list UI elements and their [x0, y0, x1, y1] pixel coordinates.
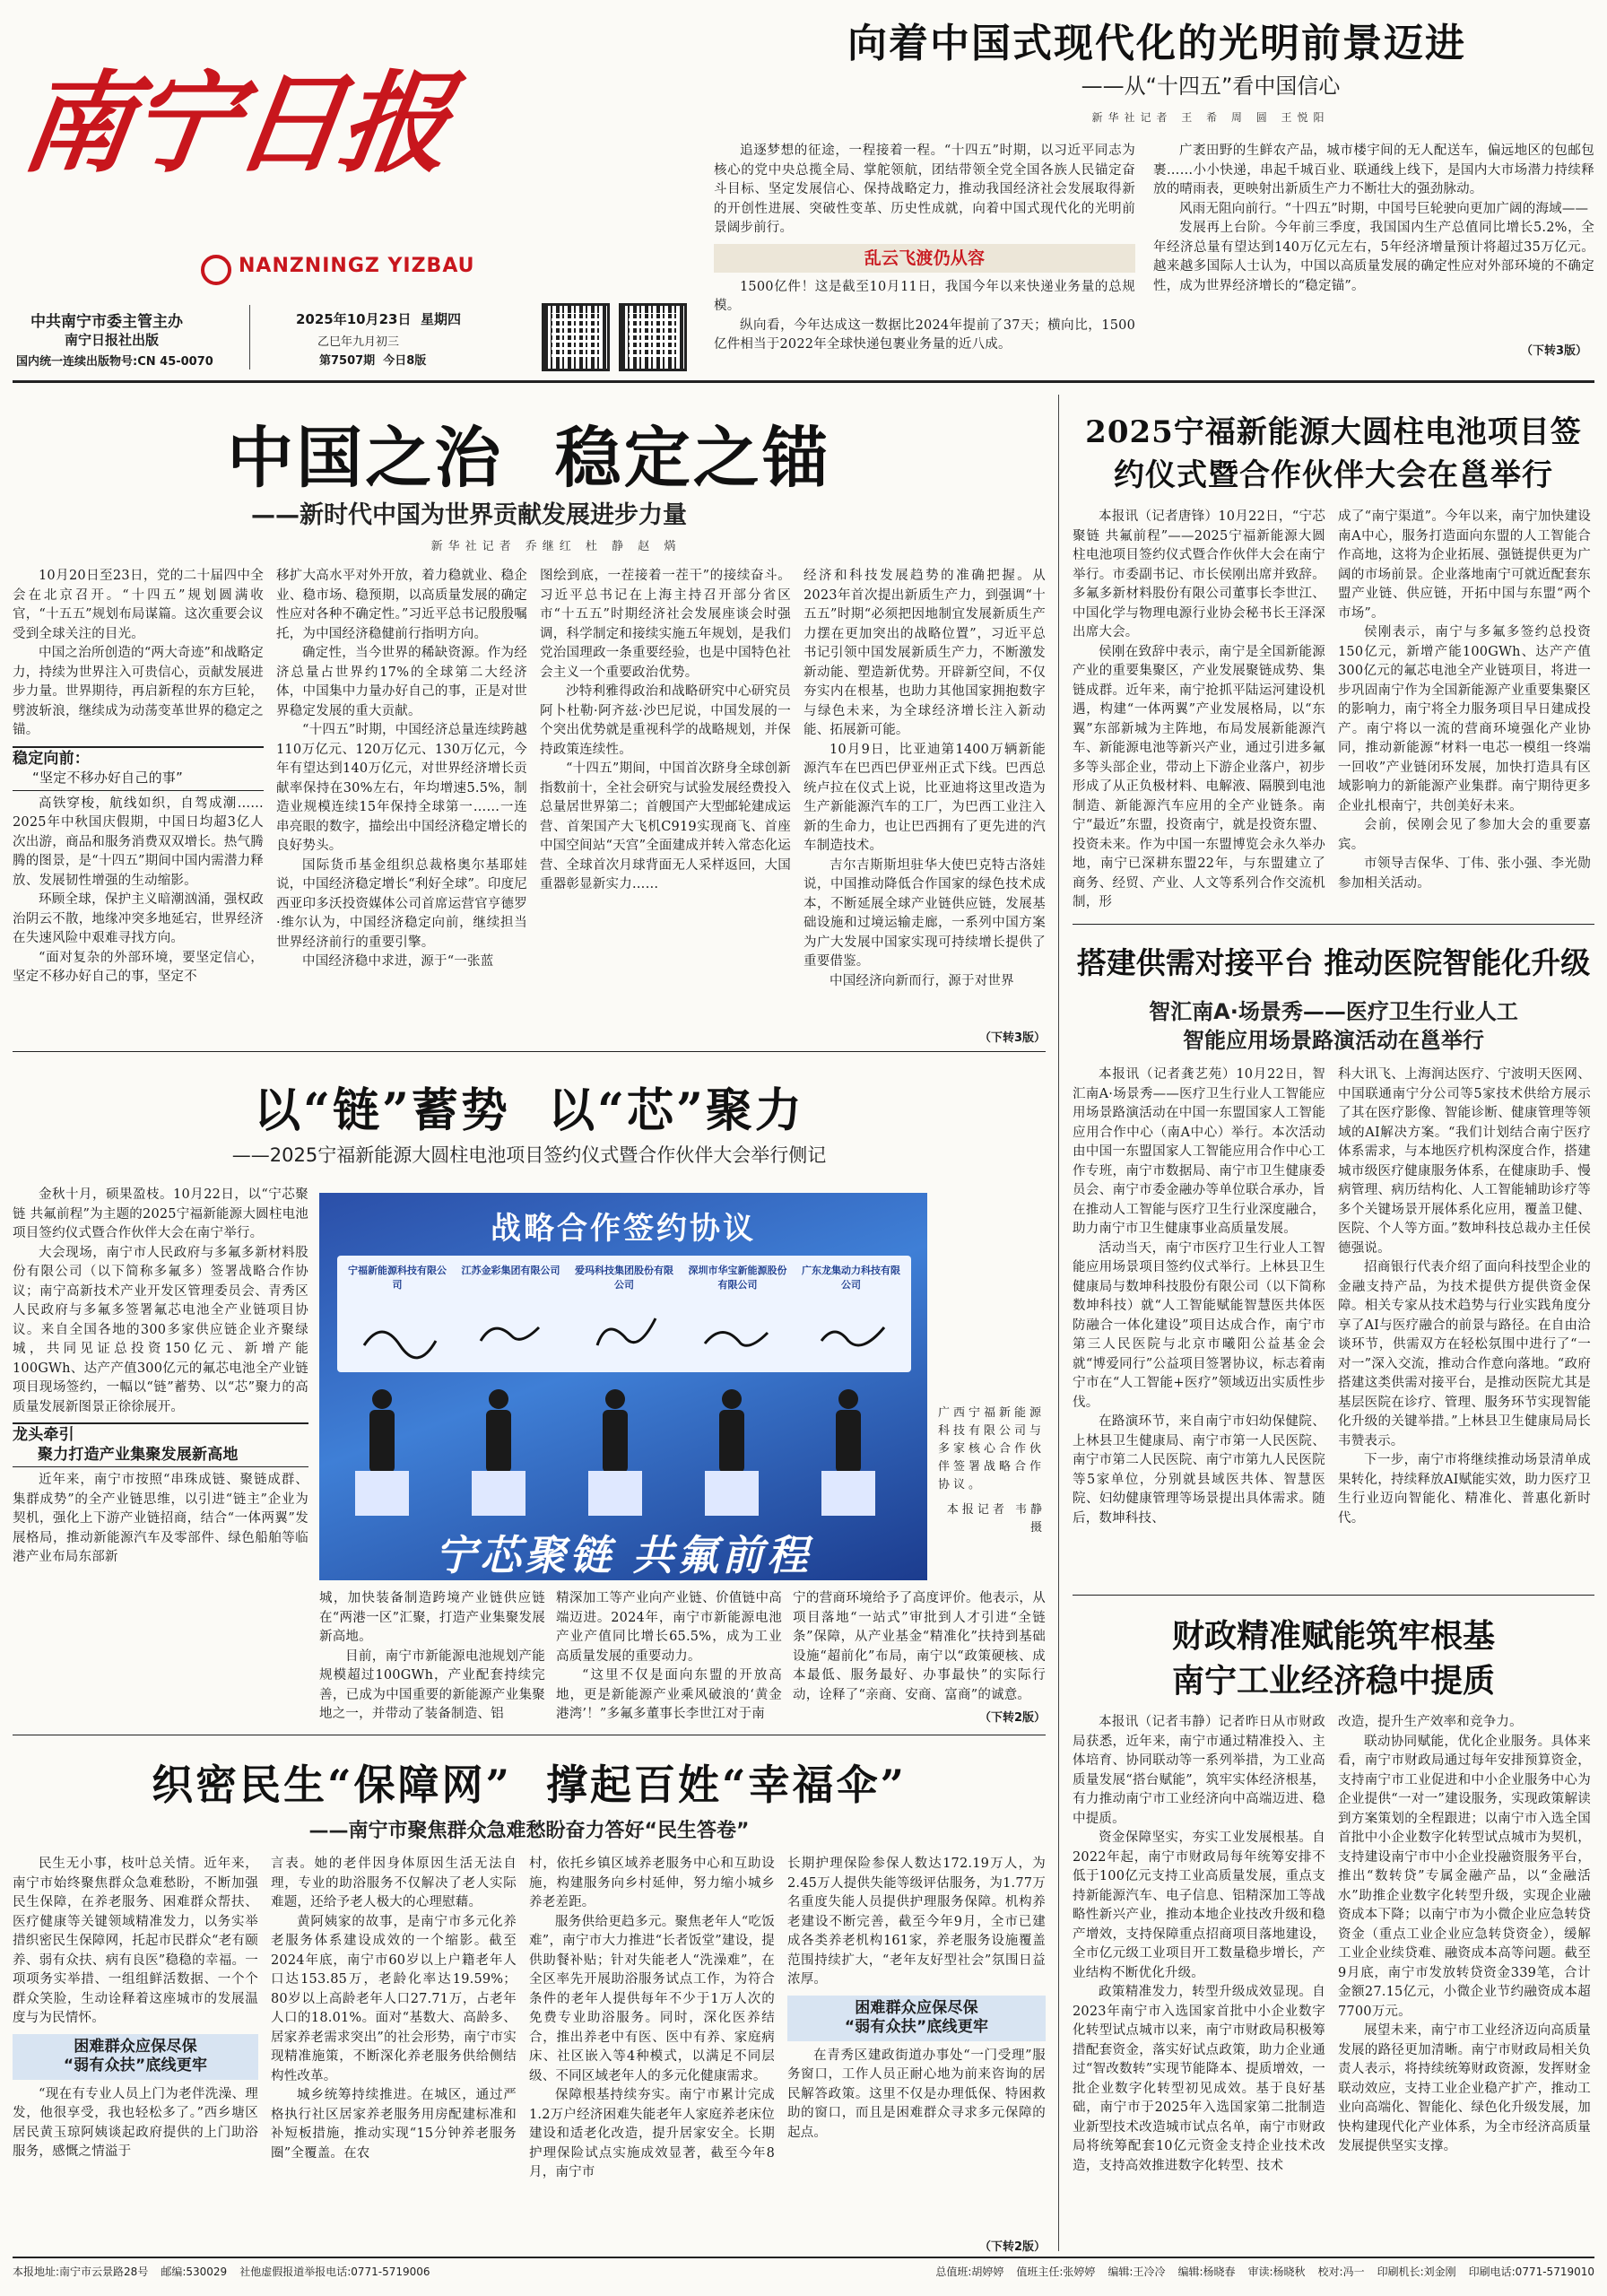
story6-subtitle: ——南宁市聚焦群众急难愁盼奋力答好“民生答卷” — [308, 1820, 750, 1842]
story6-title: 织密民生“保障网” 撑起百姓“幸福伞” — [152, 1761, 907, 1809]
story1-section-heading: 稳定向前： “坚定不移办好自己的事” — [13, 746, 264, 791]
story4-title: 搭建供需对接平台 推动医院智能化升级 — [1076, 945, 1591, 980]
footer-proof: 审读:杨晓秋 — [1247, 2266, 1306, 2278]
footer-duty-editor: 值班主任:张婷婷 — [1016, 2266, 1096, 2278]
story3-subtitle: ——2025宁福新能源大圆柱电池项目签约仪式暨合作伙伴大会举行侧记 — [231, 1144, 827, 1166]
story2-column-2: 成了“南宁渠道”。今年以来，南宁加快建设南A中心，服务打造面向东盟的人工智能合作高地，这将为企业拓展、强链提供更为广阔的市场前景。企业落地南宁可就近配套东盟产业链、供应链，开拓中国与东盟“两个市场”。 侯刚表示，南宁与多氟多签约总投资150亿元，新增产能100GWh、达产产值300亿元的氟芯电池全产业链项目，将进一步巩固南宁作为全国新能源产业重要集聚区的影响力，南宁将全力服务项目早日建成投产。南宁将以一流的营商环境强化产业协同，推动新能源“材料一电芯一模组一终端一回收”产业链闭环发展，加快打造具有区域影响力的新能源产业集群。南宁期待更多企业扎根南宁，共创美好未来。 会前，侯刚会见了参加大会的重要嘉宾。 市领导吉保华、丁伟、张小强、李光勋参加相关活动。 — [1338, 509, 1591, 891]
header-rule — [13, 380, 1594, 383]
footer-editor-2: 编辑:王冷冷 — [1108, 2266, 1166, 2278]
masthead-divider — [249, 305, 250, 370]
story6-column-2: 言表。她的老伴因身体原因生活无法自理，专业的助浴服务不仅解决了老人实际难题，还给予老人极大的心理慰藉。 黄阿姨家的故事，是南宁市多元化养老服务体系建设成效的一个缩影。截至2024年底，南宁市60岁以上户籍老年人口达153.85万，老龄化率达19.59%；80岁以上高龄老年人口27.71万，占老年人口的18.01%。面对“基数大、高龄多、居家养老需求突出”的社会形势，南宁市实现精准施策，不断深化养老服务供给侧结构性改革。 城乡统筹持续推进。在城区，通过严格执行社区居家养老服务用房配建标准和补短板措施，推动实现“15分钟养老服务圈”全覆盖。在农 — [271, 1857, 517, 2161]
story-rule — [13, 1051, 1046, 1052]
story1-byline: 新华社记者 乔继红 杜 静 赵 焫 — [430, 540, 682, 553]
lead-section-heading: 乱云飞渡仍从容 — [714, 244, 1135, 273]
signatures-drawing — [337, 1300, 911, 1372]
company-1: 宁福新能源科技有限公司 — [348, 1265, 447, 1291]
story5-title-1: 财政精准赋能筑牢根基 — [1171, 1617, 1495, 1655]
story3-column-3: 精深加工等产业向产业链、价值链中高端迈进。2024年，南宁市新能源电池产业产值同比增长65.5%，成为工业高质量发展的重要动力。 “这里不仅是面向东盟的开放高地，更是新能源产业乘风破浪的‘黄金港湾’！”多氟多董事长李世江对于南 — [556, 1591, 782, 1721]
story5-title-2: 南宁工业经济稳中提质 — [1171, 1662, 1495, 1700]
story1-title: 中国之治 稳定之锚 — [227, 420, 831, 497]
sponsor-line-2: 南宁日报社出版 — [65, 332, 160, 348]
story-rule — [1073, 1595, 1594, 1596]
footer-print-tel: 印刷电话:0771-5719010 — [1468, 2266, 1594, 2278]
cn-serial: 国内统一连续出版物号:CN 45-0070 — [16, 355, 213, 369]
footer-check: 校对:冯一 — [1317, 2266, 1365, 2278]
logo-emblem-icon — [201, 255, 231, 285]
story5-column-2: 改造，提升生产效率和竞争力。 联动协同赋能，优化企业服务。具体来看，南宁市财政局通过每年安排预算资金，支持南宁市工业促进和中小企业服务中心为企业提供“一对一”建设服务，实现政策解读到方案策划的全程跟进；以南宁市入选全国首批中小企业数字化转型试点城市为契机，支持建设南宁市中小企业投融资服务平台，推出“数转贷”专属金融产品，以“金融活水”助推企业数字化转型升级，实现企业融资成本下降；以南宁市为小微企业应急转贷资金（重点工业企业应急转贷资金），缓解工业企业续贷难、融资成本高等问题。截至9月底，南宁市发放转贷资金339笔，合计金额27.15亿元，小微企业节约融资成本超7700万元。 展望未来，南宁市工业经济迈向高质量发展的路径更加清晰。南宁市财政局相关负责人表示，将持续统筹财政资源，发挥财金联动效应，支持工业企业稳产扩产，推动工业向高端化、智能化、绿色化升级发展，加快构建现代化产业体系，为全市经济高质量发展提供坚实支撑。 — [1338, 1715, 1591, 2153]
company-3: 爱玛科技集团股份有限公司 — [575, 1265, 673, 1291]
footer-rule — [13, 2257, 1594, 2258]
sponsor-line-1: 中共南宁市委主管主办 — [30, 313, 183, 331]
footer-printer: 印刷机长:刘金刚 — [1377, 2266, 1456, 2278]
qr-code-icon — [542, 303, 610, 371]
column-divider — [1058, 395, 1059, 2251]
issue-info — [319, 351, 426, 368]
company-4: 深圳市华宝新能源股份有限公司 — [688, 1265, 787, 1291]
lead-column-2: 广袤田野的生鲜农产品，城市楼宇间的无人配送车，偏远地区的包邮包裹……小小快递，串起千城百业、联通线上线下，是国内大市场潜力持续释放的晴雨表，更映射出新质生产力不断壮大的强劲脉动。 风雨无阻向前行。“十四五”时期，中国号巨轮驶向更加广阔的海域—— 发展再上台阶。今年前三季度，我国国内生产总值同比增长5.2%，全年经济总量有望达到140万亿元左右，5年经济增量预计将超过35万亿元。越来越多国际人士认为，中国以高质量发展的确定性应对外部环境的不确定性，成为世界经济增长的“稳定锚”。 — [1153, 144, 1594, 293]
lead-subtitle: ——从“十四五”看中国信心 — [1081, 74, 1341, 99]
company-5: 广东龙集动力科技有限公司 — [802, 1265, 900, 1291]
story3-section-heading: 龙头牵引 聚力打造产业集聚发展新高地 — [13, 1422, 308, 1467]
story2-title: 2025宁福新能源大圆柱电池项目签约仪式暨合作伙伴大会在邕举行 — [1085, 414, 1582, 493]
story1-subtitle: ——新时代中国为世界贡献发展进步力量 — [251, 501, 687, 529]
story3-column-4: 宁的营商环境给予了高度评价。他表示，从项目落地“一站式”审批到人才引进“全链条”保障，从产业基金“精准化”扶持到基础设施“超前化”布局，南宁以“政策硬核、成本最低、服务最好、办事最快”的实际行动，诠释了“亲商、安商、富商”的诚意。 — [793, 1591, 1046, 1702]
story4-subtitle-1: 智汇南A·场景秀——医疗卫生行业人工 — [1149, 999, 1518, 1024]
story1-column-3: 图绘到底，一茬接着一茬干”的接续奋斗。习近平总书记在上海主持召开部分省区市“十五五”时期经济社会发展座谈会时强调，科学制定和接续实施五年规划，是我们党治国理政一条重要经验，也是中国特色社会主义一个重要政治优势。 沙特利雅得政治和战略研究中心研究员阿卜杜勒·阿齐兹·沙巴尼说，中国发展的一个突出优势就是重视科学的战略规划，并保持政策连续性。 “十四五”期间，中国首次跻身全球创新指数前十，全社会研究与试验发展经费投入总量居世界第二；首艘国产大型邮轮建成运营、首架国产大飞机C919实现商飞、首座中国空间站“天宫”全面建成并转入常态化运营、全球首次月球背面无人采样返回，大国重器彰显新实力…… — [540, 569, 791, 891]
photo-heading: 战略合作签约协议 — [491, 1211, 756, 1247]
story4-column-1: 本报讯（记者龚艺苑）10月22日，智汇南A·场景秀——医疗卫生行业人工智能应用场景路演活动在中国一东盟国家人工智能应用合作中心（南A中心）举行。本次活动由中国一东盟国家人工智能应用合作中心工作专班，南宁市数据局、南宁市卫生健康委员会、南宁市委金融办等单位联合承办，旨在推动人工智能与医疗卫生行业深度融合，助力南宁市卫生健康事业高质量发展。 活动当天，南宁市医疗卫生行业人工智能应用场景项目签约仪式举行。上林县卫生健康局与数坤科技股份有限公司（以下简称数坤科技）就“人工智能赋能智慧医共体医防融合一体化建设”项目达成合作，南宁市第三人民医院与北京市曦阳公益基金会就“博爱同行”公益项目签署协议，标志着南宁市在“人工智能+医疗”领域迈出实质性步伐。 在路演环节，来自南宁市妇幼保健院、上林县卫生健康局、南宁市第一人民医院、南宁市第二人民医院、南宁市第九人民医院等5家单位，分别就县域医共体、智慧医院、妇幼健康管理等场景提出具体需求。随后，数坤科技、 — [1073, 1067, 1325, 1526]
story3-title: 以“链”蓄势 以“芯”聚力 — [254, 1083, 804, 1138]
story2-column-1: 本报讯（记者唐锋）10月22日，“宁芯聚链 共氟前程”——2025宁福新能源大圆柱电池项目签约仪式暨合作伙伴大会在南宁举行。市委副书记、市长侯刚出席并致辞。多氟多新材料股份有限公司董事长李世江、中国化学与物理电源行业协会秘书长王泽深出席大会。 侯刚在致辞中表示，南宁是全国新能源产业的重要集聚区，产业发展聚链成势、集链成群。近年来，南宁抢抓平陆运河建设机遇，构建“一体两翼”产业发展格局，以“东翼”东部新城为主阵地，布局发展新能源汽车、新能源电池等新兴产业，通过引进多氟多等头部企业，带动上下游企业落户，初步形成了从正负极材料、电解液、隔膜到电池制造、新能源汽车应用的全产业链条。南宁“最近”东盟，投资南宁，就是投资东盟、投资未来。作为中国一东盟博览会永久举办地，南宁已深耕东盟22年，与东盟建立了商务、经贸、产业、人文等系列合作交流机制，形 — [1073, 509, 1325, 909]
photo-banner: 宁芯聚链 共氟前程 — [434, 1531, 812, 1579]
story6-section-heading-2: 困难群众应保尽保 “弱有众扶”底线更牢 — [787, 1996, 1046, 2041]
newspaper-logo: 南宁日报 — [13, 58, 456, 187]
weekday: 星期四 — [420, 311, 461, 327]
story6-column-4: 长期护理保险参保人数达172.19万人，为2.45万人提供失能等级评估服务，为1.77万名重度失能人员提供护理服务保障。机构养老建设不断完善，截至今年9月，全市已建成各类养老机构161家，养老服务设施覆盖范围持续扩大，“老年友好型社会”氛围日益浓厚。 困难群众应保尽保 “弱有众扶”底线更牢 在青秀区建政街道办事处“一门受理”服务窗口，工作人员正耐心地为前来咨询的居民解答政策。这里不仅是办理低保、特困救助的窗口，而且是困难群众寻求多元保障的起点。 — [787, 1857, 1046, 2140]
footer-address: 本报地址:南宁市云景路28号 — [13, 2266, 149, 2278]
story6-column-3: 村，依托乡镇区域养老服务中心和互助设施，构建服务向乡村延伸，努力缩小城乡养老差距。 服务供给更趋多元。聚焦老年人“吃饭难”，南宁市大力推进“长者饭堂”建设，提供助餐补贴；针对失能老人“洗澡难”，在全区率先开展助浴服务试点工作，为符合条件的老年人提供每年不少于1万人次的免费专业助浴服务。同时，深化医养结合，推出养老中有医、医中有养、家庭病床、社区嵌入等4种模式，以满足不同层级、不同区域老年人的多元化健康需求。 保障根基持续夯实。南宁市累计完成1.2万户经济困难失能老年人家庭养老床位建设和适老化改造，提升居家安全。长期护理保险试点实施成效显著，截至今年8月，南宁市 — [529, 1857, 775, 2179]
story1-continued: （下转3版） — [978, 1031, 1046, 1045]
footer-layout: 编辑:杨晓春 — [1177, 2266, 1236, 2278]
qr-code-icon — [619, 303, 687, 371]
lunar-date: 乙巳年九月初三 — [317, 335, 400, 349]
lead-byline: 新华社记者 王 希 周 圆 王悦阳 — [1091, 111, 1330, 124]
date: 2025年10月23日 — [296, 311, 412, 327]
lead-column-1: 追逐梦想的征途，一程接着一程。“十四五”时期，以习近平同志为核心的党中央总揽全局、掌舵领航，团结带领全党全国各族人民锚定奋斗目标、坚定发展信心、保持战略定力，推动我国经济社会发展取得新的开创性进展、突破性变革、历史性成就，向着中国式现代化的光明前景阔步前行。 乱云飞渡仍从容 1500亿件！这是截至10月11日，我国今年以来快递业务量的总规模。 纵向看，今年达成这一数据比2024年提前了37天；横向比，1500亿件相当于2022年全球快递包裹业务量的近八成。 — [714, 144, 1135, 352]
story5-column-1: 本报讯（记者韦静）记者昨日从市财政局获悉，近年来，南宁市通过精准投入、主体培育、协同联动等一系列举措，为工业高质量发展“搭台赋能”，筑牢实体经济根基，有力推动南宁市工业经济向中高端迈进、稳中提质。 资金保障坚实，夯实工业发展根基。自2022年起，南宁市财政局每年统筹安排不低于100亿元支持工业高质量发展，重点支持新能源汽车、电子信息、铝精深加工等战略性新兴产业，推动本地企业技改升级和稳产增效，支持保障重点招商项目落地建设，全市亿元级工业项目开工数量稳步增长，产业结构不断优化升级。 政策精准发力，转型升级成效显现。自2023年南宁市入选国家首批中小企业数字化转型试点城市以来，南宁市财政局积极筹措配套资金，落实好试点政策，助力企业通过“智改数转”实现节能降本、提质增效，一批企业数字化转型初见成效。基于良好基础，南宁市于2025年入选国家第二批制造业新型技术改造城市试点名单，南宁市财政局将统筹配套10亿元资金支持企业技术改造，支持高效推进数字化转型、技术 — [1073, 1715, 1325, 2173]
footer-editor: 总值班:胡婷婷 — [935, 2266, 1004, 2278]
story1-column-4: 经济和科技发展趋势的准确把握。从2023年首次提出新质生产力，到强调“十五五”时期“必须把因地制宜发展新质生产力摆在更加突出的战略位置”，习近平总书记引领中国发展新质生产力，不断激发新动能、塑造新优势。开辟新空间，不仅夯实内在根基，也助力其他国家拥抱数字与绿色未来，为全球经济增长注入新动能、拓展新可能。 10月9日，比亚迪第1400万辆新能源汽车在巴西巴伊亚州正式下线。巴西总统卢拉在仪式上说，比亚迪将这里改造为生产新能源汽车的工厂，为巴西工业注入新的生命力，也让巴西拥有了更先进的汽车制造技术。 吉尔吉斯斯坦驻华大使巴克特古洛娃说，中国推动降低合作国家的绿色技术成本，不断延展全球产业链供应链，发展基础设施和过境运输走廊，一系列中国方案为广大发展中国家实现可持续增长提供了重要借鉴。 中国经济向新而行，源于对世界 — [804, 569, 1046, 988]
story6-section-heading: 困难群众应保尽保 “弱有众扶”底线更牢 — [13, 2034, 258, 2080]
story-rule — [1073, 924, 1594, 925]
footer — [13, 2264, 1594, 2279]
story6-column-1: 民生无小事，枝叶总关情。近年来，南宁市始终聚焦群众急难愁盼，不断加强民生保障，在养老服务、困难群众帮扶、医疗健康等关键领域精准发力，以务实举措织密民生保障网，托起市民群众“老有颐养、弱有众扶、病有良医”稳稳的幸福。一项项务实举措、一组组鲜活数据、一个个群众笑脸，生动诠释着这座城市的发展温度与为民情怀。 困难群众应保尽保 “弱有众扶”底线更牢 “现在有专业人员上门为老伴洗澡、理发，他很享受，我也轻松多了。”西乡塘区居民黄玉琼阿姨谈起政府提供的上门助浴服务，感慨之情溢于 — [13, 1857, 258, 2159]
story3-column-1: 金秋十月，硕果盈枝。10月22日，以“宁芯聚链 共氟前程”为主题的2025宁福新能源大圆柱电池项目签约仪式暨合作伙伴大会在南宁举行。 大会现场，南宁市人民政府与多氟多新材料股份有限公司（以下简称多氟多）签署战略合作协议；南宁高新技术产业开发区管理委员会、青秀区人民政府与多氟多签署氟芯电池全产业链项目协议。来自全国各地的300多家供应链企业齐聚绿城，共同见证总投资150亿元、新增产能100GWh、达产产值300亿元的氟芯电池全产业链项目现场签约，一幅以“链”蓄势、以“芯”聚力的高质量发展新图景正徐徐展开。 龙头牵引 聚力打造产业集聚发展新高地 近年来，南宁市按照“串珠成链、聚链成群、集群成势”的全产业链思维，以引进“链主”企业为契机，强化上下游产业链招商，结合“一体两翼”发展格局，推动新能源汽车及零部件、绿色船舶等临港产业布局东部新 — [13, 1187, 308, 1564]
issue-date — [296, 309, 461, 328]
story1-column-1: 10月20日至23日，党的二十届四中全会在北京召开。“十四五”规划圆满收官，“十五五”规划布局谋篇。这次重要会议受到全球关注的目光。 中国之治所创造的“两大奇迹”和战略定力，持续为世界注入可贵信心，贡献发展进步力量。世界期待，再启新程的东方巨轮，劈波斩浪，继续成为动荡变革世界的稳定之锚。 稳定向前： “坚定不移办好自己的事” 高铁穿梭，航线如织，自驾成潮……2025年中秋国庆假期，中国日均超3亿人次出游，商品和服务消费双双增长。热气腾腾的图景，是“十四五”期间中国内需潜力释放、发展韧性增强的生动缩影。 环顾全球，保护主义暗潮汹涌，强权政治阴云不散，地缘冲突多地延宕，世界经济在失速风险中艰难寻找方向。 “面对复杂的外部环境，要坚定信心，坚定不移办好自己的事，坚定不 — [13, 569, 264, 984]
story1-column-2: 移扩大高水平对外开放，着力稳就业、稳企业、稳市场、稳预期，以高质量发展的确定性应对各种不确定性。”习近平总书记殷殷嘱托，为中国经济稳健前行指明方向。 确定性，当今世界的稀缺资源。作为经济总量占世界约17%的全球第二大经济体，中国集中力量办好自己的事，正是对世界稳定发展的重大贡献。 “十四五”时期，中国经济总量连续跨越110万亿元、120万亿元、130万亿元，今年有望达到140万亿元，对世界经济增长贡献率保持在30%左右，年均增速5.5%，制造业规模连续15年保持全球第一……一连串亮眼的数字，描绘出中国经济稳定增长的良好势头。 国际货币基金组织总裁格奥尔基耶娃说，中国经济稳定增长“利好全球”。印度尼西亚印多沃投资媒体公司首席运营官亨德罗·维尔认为，中国经济稳定向前，继续担当世界经济前行的重要引擎。 中国经济稳中求进，源于“一张蓝 — [276, 569, 527, 969]
footer-hotline: 社他虚假报道举报电话:0771-5719006 — [239, 2266, 430, 2278]
story3-column-2: 城，加快装备制造跨境产业链供应链在“两港一区”汇聚，打造产业集聚发展新高地。 目前，南宁市新能源电池规划产能规模超过100GWh，产业配套持续完善，已成为中国重要的新能源产业集聚地之一，并带动了装备制造、铝 — [319, 1591, 545, 1721]
page-count: 今日8版 — [383, 354, 427, 368]
photo-company-list — [344, 1263, 904, 1292]
photo-caption: 广西宁福新能源科技有限公司与多家核心合作伙伴签署战略合作协议。 本报记者 韦静 摄 — [938, 1406, 1046, 1535]
issue-number: 第7507期 — [319, 354, 376, 368]
footer-postcode: 邮编:530029 — [161, 2266, 228, 2278]
lead-continued: （下转3版） — [1520, 344, 1587, 358]
lead-title: 向着中国式现代化的光明前景迈进 — [847, 21, 1466, 66]
logo-pinyin: NANZNINGZ YIZBAU — [239, 255, 475, 277]
company-2: 江苏金彩集团有限公司 — [461, 1265, 560, 1276]
signing-ceremony-photo — [319, 1193, 927, 1580]
story3-continued: （下转2版） — [978, 1711, 1046, 1725]
story6-continued: （下转2版） — [978, 2240, 1046, 2254]
story4-column-2: 科大讯飞、上海润达医疗、宁波明天医网、中国联通南宁分公司等5家技术供给方展示了其在医疗影像、智能诊断、健康管理等领域的AI解决方案。“我们计划结合南宁医疗体系需求，与本地医疗机构深度合作，搭建城市级医疗健康服务体系，在健康助手、慢病管理、病历结构化、人工智能辅助诊疗等多个关键场景开展体系化应用，覆盖卫健、医院、个人等方面。”数坤科技总裁办主任侯德强说。 招商银行代表介绍了面向科技型企业的金融支持产品，为技术提供方提供资金保障。相关专家从技术趋势与行业实践角度分享了AI与医疗融合的前景与路径。在自由洽谈环节，供需双方在轻松氛围中进行了“一对一”深入交流，推动合作意向落地。“政府搭建这类供需对接平台，是推动医院尤其是基层医院在诊疗、管理、服务环节实现智能化升级的关键举措。”上林县卫生健康局局长韦赞表示。 下一步，南宁市将继续推动场景清单成果转化，持续释放AI赋能实效，助力医疗卫生行业迈向智能化、精准化、普惠化新时代。 — [1338, 1067, 1591, 1526]
signing-people-drawing — [337, 1372, 911, 1516]
story4-subtitle-2: 智能应用场景路演活动在邕举行 — [1183, 1028, 1484, 1053]
